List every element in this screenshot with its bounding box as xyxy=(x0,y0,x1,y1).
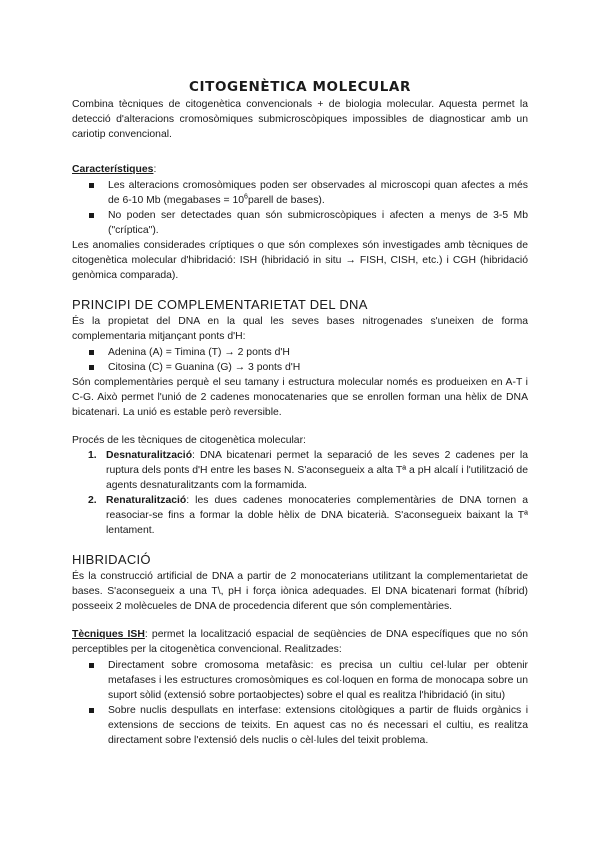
list-item-text: parell de bases). xyxy=(247,195,325,206)
hibridacio-heading: HIBRIDACIÓ xyxy=(72,552,151,567)
list-item: Adenina (A) = Timina (T) → 2 ponts d'H xyxy=(108,345,528,360)
step-text: : les dues cadenes monocateries complementàries de DNA tornen a reasociar-se fins a formar la doble hèlix de DNA bicaterià. S'aconsegueix baixant la Tª lentament. xyxy=(106,495,528,536)
superscript: 6 xyxy=(244,193,248,201)
step-heading: Renaturalització xyxy=(106,495,187,506)
list-item: Directament sobre cromosoma metafàsic: es precisa un cultiu cel·lular per obtenir metafases i les estructures cromosòmiques es col·loquen en forma de monocapa sobre un suport sòlid (extensió sobre portaobjectes) sobre el qual es realitza l'hibridació (in situ) xyxy=(108,660,528,701)
document-page xyxy=(72,78,528,748)
list-item xyxy=(88,448,528,493)
list-item xyxy=(108,178,528,208)
caracteristiques-heading-line: Característiques: xyxy=(72,164,157,175)
principi-heading: PRINCIPI DE COMPLEMENTARIETAT DEL DNA xyxy=(72,297,368,312)
proces-steps-list xyxy=(72,448,528,538)
step-number: 2. xyxy=(88,495,97,506)
base-pairs-list xyxy=(72,345,528,375)
caracteristiques-list xyxy=(72,178,528,238)
proces-paragraph: Procés de les tècniques de citogenètica molecular: xyxy=(72,435,306,446)
page-title: CITOGENÈTICA MOLECULAR xyxy=(189,79,411,95)
hibridacio-paragraph: És la construcció artificial de DNA a partir de 2 monocaterians utilitzant la complementarietat de bases. S'aconsegueix a una T\, pH i força iònica adequades. El DNA bicatenari format (híbrid) posseeix 2 molècueles de DNA de procedencia diferent que són complementàries. xyxy=(72,571,528,612)
ish-text: : permet la localització espacial de seqüències de DNA específiques que no són perceptibles per la citogenètica convencional. Realitzades: xyxy=(72,629,528,655)
principi-paragraph-2: Són complementàries perquè el seu tamany i estructura molecular només es produeixen en A-T i C-G. Això permet l'unió de 2 cadenes monocatenaries que se enrollen forman una hèlix de DNA bicatenari. La unió es estable però reversible. xyxy=(72,377,528,418)
principi-paragraph-1: És la propietat del DNA en la qual les seves bases nitrogenades s'uneixen de forma complementaria mitjançant ponts d'H: xyxy=(72,316,528,342)
step-text: : DNA bicatenari permet la separació de les seves 2 cadenes per la ruptura dels ponts d'H entre les bases N. S'aconsegueix a alta Tª a pH alcalí i l'utilització de agents desnaturalitzants com la formamida. xyxy=(106,450,528,491)
ish-heading: Tècniques ISH xyxy=(72,629,145,640)
caracteristiques-paragraph: Les anomalies considerades críptiques o que són complexes són investigades amb tècniques de citogenètica molecular d'hibridació: ISH (hibridació in situ → FISH, CISH, etc.) i CGH (hibridació genòmica comparada). xyxy=(72,240,528,281)
ish-list xyxy=(72,658,528,748)
step-number: 1. xyxy=(88,450,97,461)
step-heading: Desnaturalització xyxy=(106,450,193,461)
list-item: Citosina (C) = Guanina (G) → 3 ponts d'H xyxy=(108,360,528,375)
intro-paragraph: Combina tècniques de citogenètica convencionals + de biologia molecular. Aquesta permet la detecció d'alteracions cromosòmiques submicroscòpiques impossibles de diagnosticar amb un cariotip convencional. xyxy=(72,99,528,140)
caracteristiques-heading: Característiques xyxy=(72,164,154,175)
list-item-text: Les alteracions cromosòmiques poden ser observades al microscopi quan afectes a més de 6-10 Mb (megabases = 10 xyxy=(108,180,528,206)
list-item: Sobre nuclis despullats en interfase: extensions citològiques a partir de fluids orgànics i extensions de seccions de teixits. En aquest cas no és necessari el cultiu, es realitza directament sobre l'extensió dels nuclis o cèl·lules del teixit problema. xyxy=(108,705,528,746)
list-item: No poden ser detectades quan són submicroscòpiques i afecten a menys de 3-5 Mb ("críptica"). xyxy=(108,210,528,236)
list-item xyxy=(88,493,528,538)
ish-paragraph xyxy=(72,627,528,657)
